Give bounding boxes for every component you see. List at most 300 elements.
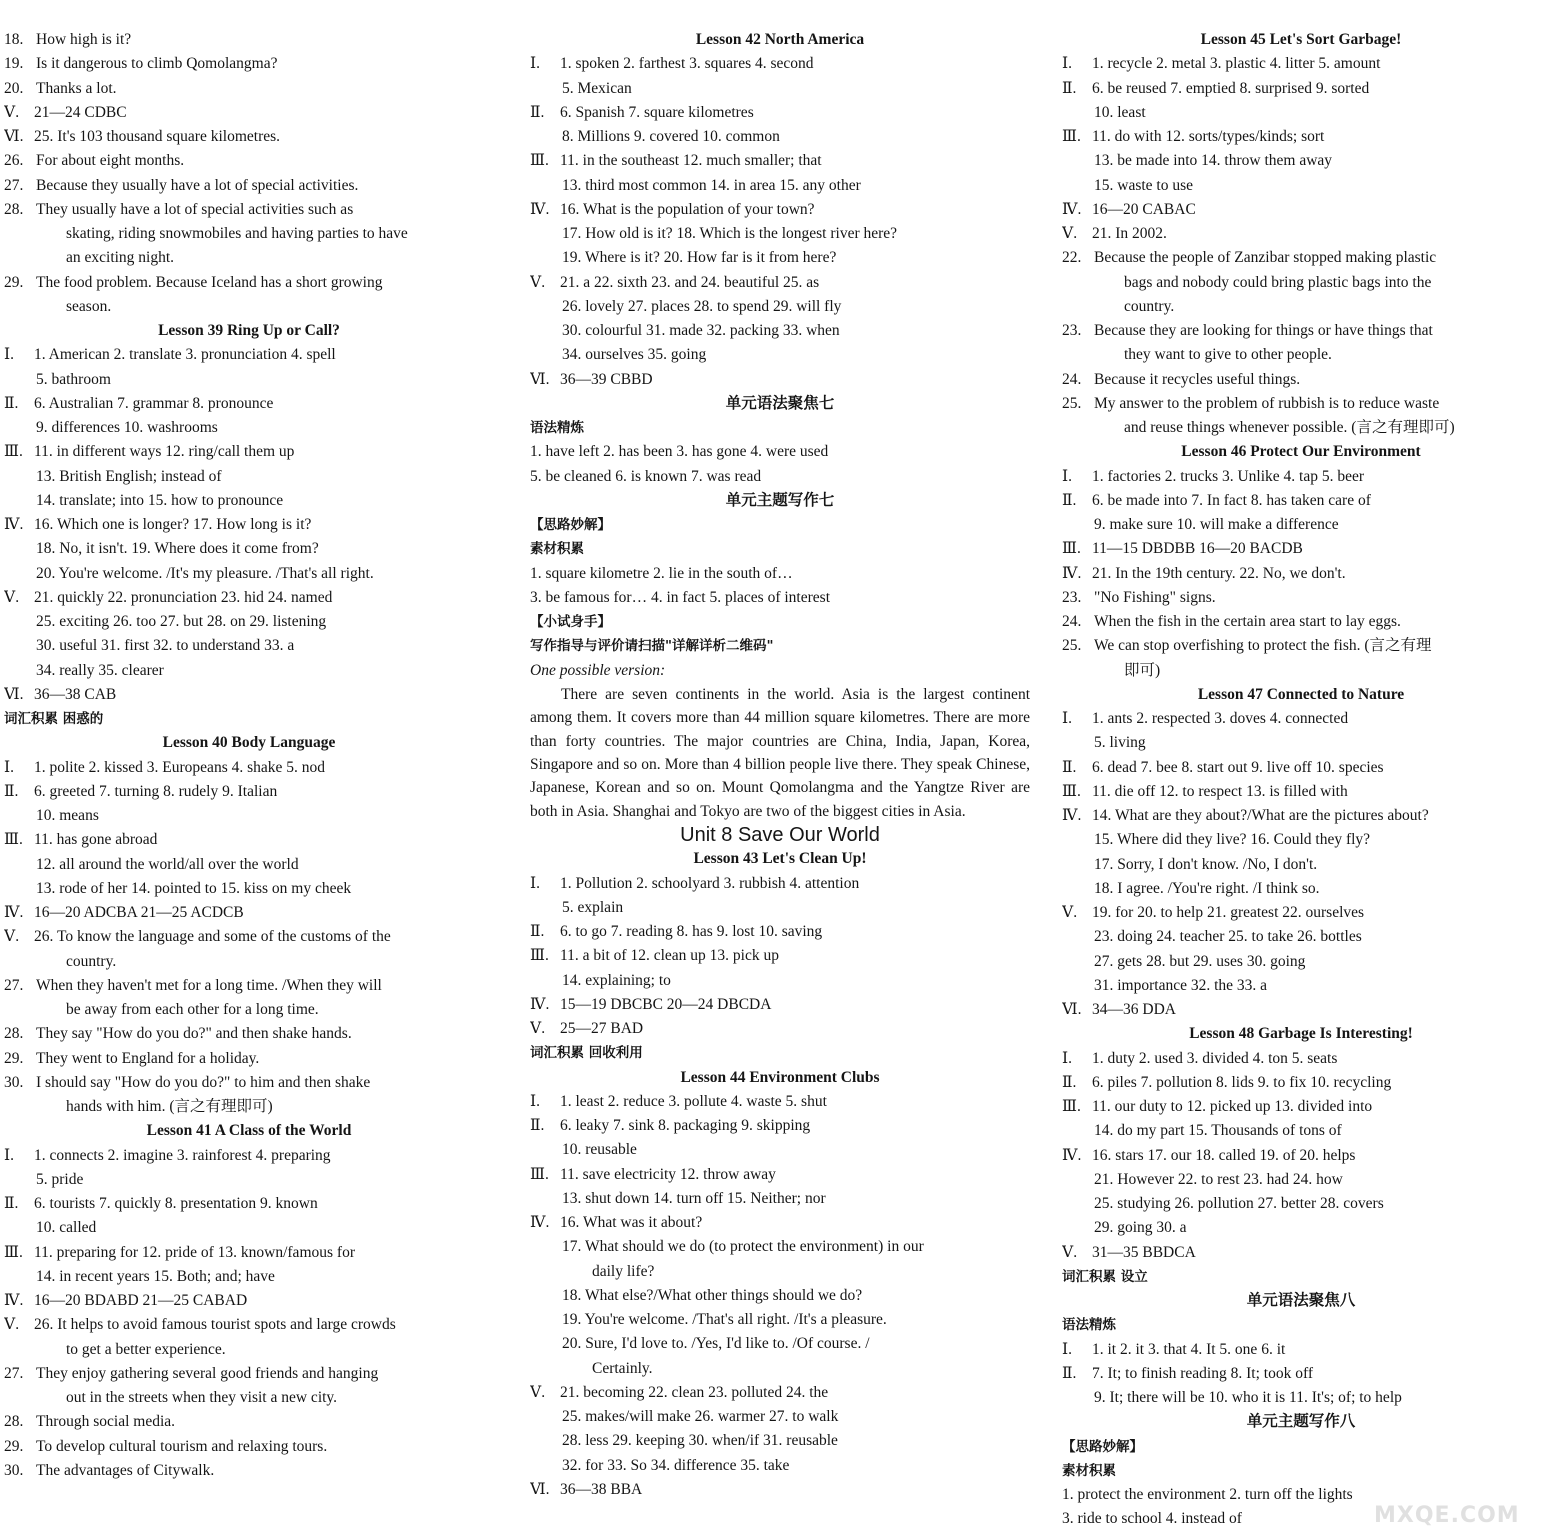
answer-text: 【思路妙解】 bbox=[1062, 1438, 1143, 1455]
item-number: 29. bbox=[4, 273, 24, 291]
item-number: 19. bbox=[4, 55, 24, 73]
answer-line bbox=[1062, 1216, 1540, 1240]
answer-text: 15. Where did they live? 16. Could they fly? bbox=[1094, 831, 1371, 849]
answer-text: 21. However 22. to rest 23. had 24. how bbox=[1094, 1170, 1343, 1188]
answer-line bbox=[4, 1289, 494, 1313]
answer-line bbox=[1062, 368, 1540, 392]
answer-text: 16. What is the population of your town? bbox=[560, 200, 815, 218]
section-tag bbox=[530, 537, 1030, 561]
answer-line bbox=[4, 1022, 494, 1046]
answer-line bbox=[1062, 489, 1540, 513]
item-number: Ⅳ. bbox=[4, 516, 24, 533]
answer-line bbox=[1062, 1168, 1540, 1192]
answer-text: 1. recycle 2. metal 3. plastic 4. litter 5. amount bbox=[1092, 55, 1381, 73]
answer-text: 21—24 CDBC bbox=[34, 103, 127, 121]
answer-line bbox=[1062, 295, 1540, 319]
answer-line bbox=[4, 28, 494, 52]
answer-line bbox=[530, 125, 1030, 149]
answer-text: 17. Sorry, I don't know. /No, I don't. bbox=[1094, 855, 1318, 873]
item-number: Ⅱ. bbox=[1062, 491, 1077, 509]
item-number: Ⅴ. bbox=[4, 928, 20, 946]
lesson-heading: Lesson 41 A Class of the World bbox=[146, 1122, 352, 1140]
answer-text: 13. shut down 14. turn off 15. Neither; nor bbox=[562, 1189, 826, 1207]
answer-line bbox=[1062, 1144, 1540, 1168]
answer-text: "No Fishing" signs. bbox=[1094, 588, 1216, 606]
answer-line bbox=[1062, 198, 1540, 222]
answer-line bbox=[4, 1095, 494, 1119]
answer-line bbox=[4, 756, 494, 780]
answer-line bbox=[4, 1192, 494, 1216]
answer-text: 11. preparing for 12. pride of 13. known/famous for bbox=[34, 1243, 355, 1261]
item-number: 18. bbox=[4, 31, 24, 48]
answer-text: 34. ourselves 35. going bbox=[562, 346, 707, 364]
answer-text: 11. our duty to 12. picked up 13. divided into bbox=[1092, 1098, 1373, 1115]
answer-line bbox=[530, 659, 1030, 683]
answer-text: 26. To know the language and some of the customs of the bbox=[34, 928, 391, 946]
answer-text: 素材积累 bbox=[530, 541, 584, 558]
answer-line bbox=[4, 998, 494, 1022]
lesson-heading: Lesson 39 Ring Up or Call? bbox=[158, 322, 340, 339]
answer-line bbox=[4, 1338, 494, 1362]
answer-line bbox=[4, 925, 494, 949]
answer-line bbox=[530, 896, 1030, 920]
answer-text: 17. What should we do (to protect the environment) in our bbox=[562, 1238, 924, 1256]
item-number: Ⅴ. bbox=[4, 103, 20, 121]
item-number: Ⅳ. bbox=[1062, 564, 1082, 582]
answer-line bbox=[4, 901, 494, 925]
answer-text: and reuse things whenever possible. (言之有理即可) bbox=[1124, 419, 1455, 436]
lesson-heading: 单元语法聚焦七 bbox=[725, 394, 835, 412]
answer-line bbox=[530, 969, 1030, 993]
answer-text: Because the people of Zanzibar stopped making plastic bbox=[1094, 249, 1437, 267]
answer-text: My answer to the problem of rubbish is to reduce waste bbox=[1094, 394, 1440, 412]
answer-line bbox=[1062, 707, 1540, 731]
answer-text: 【小试身手】 bbox=[530, 614, 611, 630]
item-number: Ⅱ. bbox=[4, 1195, 19, 1212]
lesson-42-section bbox=[530, 28, 1030, 683]
item-number: Ⅲ. bbox=[1062, 128, 1081, 145]
answer-line bbox=[530, 271, 1030, 295]
answer-text: The advantages of Citywalk. bbox=[36, 1461, 215, 1479]
item-number: 23. bbox=[1062, 322, 1082, 339]
answer-text: They usually have a lot of special activities such as bbox=[36, 200, 354, 218]
answer-text: 6. piles 7. pollution 8. lids 9. to fix 10. recycling bbox=[1092, 1073, 1392, 1091]
answer-text: The food problem. Because Iceland has a short growing bbox=[36, 273, 383, 291]
item-number: Ⅰ. bbox=[530, 55, 540, 73]
answer-line bbox=[530, 343, 1030, 367]
item-number: 20. bbox=[4, 79, 24, 97]
answer-text: 16—20 BDABD 21—25 CABAD bbox=[34, 1292, 248, 1309]
answer-text: 6. be made into 7. In fact 8. has taken care of bbox=[1092, 491, 1371, 509]
answer-text: 19. for 20. to help 21. greatest 22. ourselves bbox=[1092, 904, 1365, 921]
answer-text: 1. Pollution 2. schoolyard 3. rubbish 4. attention bbox=[560, 874, 860, 892]
answer-line bbox=[530, 77, 1030, 101]
answer-text: 1. American 2. translate 3. pronunciation 4. spell bbox=[34, 346, 336, 364]
answer-text: 9. make sure 10. will make a difference bbox=[1094, 516, 1339, 533]
answer-text: 11. die off 12. to respect 13. is filled with bbox=[1092, 782, 1348, 800]
item-number: 25. bbox=[1062, 637, 1082, 655]
item-number: 30. bbox=[4, 1073, 24, 1091]
answer-text: 19. Where is it? 20. How far is it from here? bbox=[562, 249, 837, 267]
answer-line bbox=[1062, 1338, 1540, 1362]
lesson-heading: 单元主题写作八 bbox=[1246, 1413, 1356, 1431]
answer-text: 16. Which one is longer? 17. How long is it? bbox=[34, 516, 312, 533]
section-tag bbox=[530, 610, 1030, 634]
answer-line bbox=[4, 1313, 494, 1337]
item-number: 27. bbox=[4, 176, 24, 194]
answer-text: 29. going 30. a bbox=[1094, 1219, 1187, 1237]
answer-text: 19. You're welcome. /That's all right. /It's a pleasure. bbox=[562, 1311, 887, 1329]
item-number: 25. bbox=[1062, 394, 1082, 412]
answer-text: 11. save electricity 12. throw away bbox=[560, 1165, 776, 1183]
answer-line bbox=[1062, 756, 1540, 780]
answer-line bbox=[4, 489, 494, 513]
answer-line bbox=[530, 1478, 1030, 1502]
answer-line bbox=[4, 125, 494, 149]
answer-text: Is it dangerous to climb Qomolangma? bbox=[36, 55, 278, 73]
item-number: Ⅴ. bbox=[530, 1020, 546, 1038]
answer-text: 11. has gone abroad bbox=[34, 831, 158, 849]
answer-line bbox=[1062, 804, 1540, 828]
answer-text: 5. living bbox=[1094, 734, 1146, 752]
answer-line bbox=[4, 1265, 494, 1289]
item-number: 29. bbox=[4, 1437, 24, 1455]
answer-text: 10. called bbox=[36, 1219, 97, 1237]
answer-line bbox=[4, 416, 494, 440]
answer-text: 词汇积累 回收利用 bbox=[530, 1045, 643, 1062]
answer-text: They enjoy gathering several good friends and hanging bbox=[36, 1364, 379, 1382]
answer-line bbox=[1062, 271, 1540, 295]
answer-line bbox=[4, 440, 494, 464]
answer-text: 1. have left 2. has been 3. has gone 4. were used bbox=[530, 443, 829, 461]
answer-line bbox=[1062, 586, 1540, 610]
answer-text: 素材积累 bbox=[1062, 1462, 1116, 1479]
answer-line bbox=[4, 222, 494, 246]
answer-line bbox=[1062, 416, 1540, 440]
answer-text: 8. Millions 9. covered 10. common bbox=[562, 128, 780, 145]
item-number: Ⅳ. bbox=[1062, 200, 1082, 218]
answer-text: To develop cultural tourism and relaxing tours. bbox=[36, 1437, 328, 1455]
item-number: Ⅲ. bbox=[530, 947, 549, 965]
section-tag bbox=[1062, 1265, 1540, 1289]
item-number: Ⅳ. bbox=[530, 1214, 550, 1232]
answer-text: 3. be famous for… 4. in fact 5. places of interest bbox=[530, 588, 831, 606]
answer-line bbox=[4, 1168, 494, 1192]
answer-line bbox=[4, 1144, 494, 1168]
answer-line bbox=[1062, 1386, 1540, 1410]
answer-text: They say "How do you do?" and then shake hands. bbox=[36, 1025, 352, 1043]
answer-line bbox=[4, 1386, 494, 1410]
item-number: Ⅲ. bbox=[1062, 540, 1081, 558]
item-number: Ⅱ. bbox=[1062, 758, 1077, 776]
answer-text: Thanks a lot. bbox=[36, 79, 117, 97]
item-number: Ⅴ. bbox=[530, 273, 546, 291]
answer-text: 6. Australian 7. grammar 8. pronounce bbox=[34, 394, 274, 412]
answer-text: 11. a bit of 12. clean up 13. pick up bbox=[560, 947, 779, 965]
answer-line bbox=[530, 1138, 1030, 1162]
answer-line bbox=[4, 877, 494, 901]
answer-text: 25. exciting 26. too 27. but 28. on 29. listening bbox=[36, 613, 327, 630]
answer-text: Because it recycles useful things. bbox=[1094, 370, 1301, 388]
answer-line bbox=[1062, 950, 1540, 974]
item-number: 27. bbox=[4, 976, 24, 994]
item-number: Ⅴ. bbox=[1062, 1243, 1078, 1261]
item-number: Ⅳ. bbox=[4, 1292, 24, 1309]
answer-text: 3. ride to school 4. instead of bbox=[1062, 1510, 1242, 1528]
answer-line bbox=[1062, 101, 1540, 125]
answer-line bbox=[530, 1357, 1030, 1381]
answer-text: 14. What are they about?/What are the pictures about? bbox=[1092, 807, 1429, 824]
answer-line bbox=[530, 872, 1030, 896]
answer-text: 27. gets 28. but 29. uses 30. going bbox=[1094, 952, 1306, 970]
answer-line bbox=[1062, 1071, 1540, 1095]
answer-line bbox=[530, 368, 1030, 392]
answer-line bbox=[4, 52, 494, 76]
answer-text: 13. British English; instead of bbox=[36, 467, 222, 485]
answer-text: out in the streets when they visit a new city. bbox=[66, 1389, 338, 1406]
item-number: 24. bbox=[1062, 370, 1082, 388]
item-number: Ⅱ. bbox=[530, 923, 545, 941]
item-number: Ⅲ. bbox=[4, 1243, 23, 1261]
answer-text: We can stop overfishing to protect the fish. (言之有理 bbox=[1094, 637, 1432, 655]
item-number: Ⅲ. bbox=[4, 443, 23, 461]
answer-text: When the fish in the certain area start to lay eggs. bbox=[1094, 613, 1401, 630]
answer-text: 23. doing 24. teacher 25. to take 26. bottles bbox=[1094, 928, 1362, 946]
lesson-heading: Lesson 45 Let's Sort Garbage! bbox=[1200, 31, 1402, 48]
item-number: Ⅱ. bbox=[530, 1117, 545, 1135]
answer-text: an exciting night. bbox=[66, 249, 175, 267]
answer-line bbox=[4, 198, 494, 222]
answer-line bbox=[1062, 877, 1540, 901]
answer-text: country. bbox=[66, 952, 117, 970]
item-number: Ⅱ. bbox=[530, 103, 545, 121]
answer-text: 25. It's 103 thousand square kilometres. bbox=[34, 128, 281, 145]
answer-line bbox=[530, 174, 1030, 198]
answer-text: 30. useful 31. first 32. to understand 33. a bbox=[36, 637, 295, 655]
answer-text: 1. polite 2. kissed 3. Europeans 4. shake 5. nod bbox=[34, 758, 326, 776]
answer-line bbox=[1062, 174, 1540, 198]
answer-line bbox=[1062, 125, 1540, 149]
answer-line bbox=[4, 271, 494, 295]
answer-text: 1. least 2. reduce 3. pollute 4. waste 5. shut bbox=[560, 1092, 827, 1110]
answer-line bbox=[530, 319, 1030, 343]
answer-text: 36—38 CAB bbox=[34, 685, 117, 703]
item-number: 23. bbox=[1062, 588, 1082, 606]
answer-text: 11—15 DBDBB 16—20 BACDB bbox=[1092, 540, 1303, 558]
answer-line bbox=[530, 586, 1030, 610]
answer-line bbox=[1062, 465, 1540, 489]
item-number: Ⅴ. bbox=[4, 588, 20, 606]
answer-line bbox=[4, 465, 494, 489]
answer-line bbox=[1062, 780, 1540, 804]
answer-line bbox=[4, 950, 494, 974]
answer-line bbox=[4, 562, 494, 586]
answer-text: Because they are looking for things or have things that bbox=[1094, 322, 1433, 339]
lesson-heading: Lesson 44 Environment Clubs bbox=[680, 1068, 880, 1086]
answer-text: 11. in the southeast 12. much smaller; that bbox=[560, 152, 822, 170]
answer-text: 25—27 BAD bbox=[560, 1020, 644, 1038]
item-number: Ⅰ. bbox=[1062, 1049, 1072, 1067]
answer-text: season. bbox=[66, 297, 112, 315]
answer-line bbox=[4, 853, 494, 877]
answer-text: 28. less 29. keeping 30. when/if 31. reusable bbox=[562, 1432, 838, 1450]
answer-line bbox=[530, 944, 1030, 968]
answer-line bbox=[1062, 319, 1540, 343]
answer-text: They went to England for a holiday. bbox=[36, 1049, 260, 1067]
item-number: Ⅴ. bbox=[1062, 225, 1078, 242]
answer-line bbox=[1062, 1119, 1540, 1143]
answer-line bbox=[1062, 998, 1540, 1022]
answer-text: 语法精炼 bbox=[1062, 1317, 1116, 1334]
answer-text: 21. quickly 22. pronunciation 23. hid 24. named bbox=[34, 588, 333, 606]
answer-line bbox=[4, 368, 494, 392]
answer-line bbox=[530, 149, 1030, 173]
answer-line bbox=[4, 610, 494, 634]
answer-text: 14. explaining; to bbox=[562, 971, 671, 989]
answer-text: 21. becoming 22. clean 23. polluted 24. the bbox=[560, 1383, 829, 1401]
answer-text: 14. in recent years 15. Both; and; have bbox=[36, 1267, 275, 1285]
answer-line bbox=[530, 246, 1030, 270]
answer-text: 5. explain bbox=[562, 898, 624, 916]
answer-text: Through social media. bbox=[36, 1413, 176, 1431]
answer-text: 34—36 DDA bbox=[1092, 1001, 1176, 1018]
item-number: Ⅱ. bbox=[4, 782, 19, 800]
item-number: Ⅰ. bbox=[1062, 467, 1072, 485]
answer-text: 5. be cleaned 6. is known 7. was read bbox=[530, 467, 762, 485]
answer-line bbox=[530, 1308, 1030, 1332]
answer-text: 20. You're welcome. /It's my pleasure. /That's all right. bbox=[36, 564, 374, 582]
item-number: Ⅰ. bbox=[1062, 55, 1072, 73]
answer-text: 词汇积累 困惑的 bbox=[4, 711, 104, 727]
answer-line bbox=[1062, 222, 1540, 246]
item-number: Ⅵ. bbox=[530, 370, 550, 388]
answer-text: 1. factories 2. trucks 3. Unlike 4. tap 5. beer bbox=[1092, 467, 1365, 485]
item-number: 28. bbox=[4, 1413, 24, 1431]
answer-text: 11. do with 12. sorts/types/kinds; sort bbox=[1092, 128, 1325, 145]
answer-line bbox=[1062, 828, 1540, 852]
item-number: Ⅵ. bbox=[4, 685, 24, 703]
answer-text: daily life? bbox=[592, 1262, 655, 1280]
answer-text: 21. In the 19th century. 22. No, we don't. bbox=[1092, 564, 1346, 582]
answer-line bbox=[4, 828, 494, 852]
item-number: Ⅲ. bbox=[4, 831, 23, 849]
answer-text: 9. It; there will be 10. who it is 11. It's; of; to help bbox=[1094, 1389, 1402, 1406]
answer-line bbox=[4, 149, 494, 173]
answer-text: hands with him. (言之有理即可) bbox=[66, 1098, 273, 1115]
answer-line bbox=[530, 1332, 1030, 1356]
answer-line bbox=[530, 1187, 1030, 1211]
answer-line bbox=[1062, 1362, 1540, 1386]
item-number: Ⅱ. bbox=[1062, 79, 1077, 97]
answer-text: 13. be made into 14. throw them away bbox=[1094, 152, 1333, 170]
answer-text: 即可) bbox=[1124, 661, 1161, 679]
answer-line bbox=[530, 993, 1030, 1017]
answer-line bbox=[4, 1410, 494, 1434]
unit-8-section bbox=[530, 823, 1030, 1502]
answer-text: I should say "How do you do?" to him and then shake bbox=[36, 1073, 371, 1091]
answer-text: 26. lovely 27. places 28. to spend 29. will fly bbox=[562, 297, 842, 315]
answer-line bbox=[4, 295, 494, 319]
answer-line bbox=[530, 440, 1030, 464]
answer-text: 30. colourful 31. made 32. packing 33. when bbox=[562, 322, 840, 339]
answer-line bbox=[530, 1454, 1030, 1478]
answer-text: 16—20 ADCBA 21—25 ACDCB bbox=[34, 904, 244, 921]
answer-line bbox=[4, 1241, 494, 1265]
answer-line bbox=[1062, 149, 1540, 173]
answer-line bbox=[1062, 659, 1540, 683]
answer-text: 32. for 33. So 34. difference 35. take bbox=[562, 1456, 790, 1474]
item-number: Ⅰ. bbox=[530, 874, 540, 892]
answer-text: How high is it? bbox=[36, 31, 132, 48]
answer-line bbox=[4, 174, 494, 198]
answer-line bbox=[1062, 1241, 1540, 1265]
item-number: Ⅵ. bbox=[530, 1480, 550, 1498]
answer-text: 10. reusable bbox=[562, 1141, 637, 1159]
item-number: Ⅳ. bbox=[530, 995, 550, 1013]
answer-text: 14. do my part 15. Thousands of tons of bbox=[1094, 1122, 1342, 1140]
answer-column-1 bbox=[4, 28, 494, 1483]
answer-line bbox=[1062, 513, 1540, 537]
answer-line bbox=[1062, 731, 1540, 755]
answer-line bbox=[4, 537, 494, 561]
section-tag bbox=[1062, 1435, 1540, 1459]
watermark-text: MXQE.COM bbox=[1374, 1503, 1520, 1528]
answer-line bbox=[1062, 1192, 1540, 1216]
answer-text: be away from each other for a long time. bbox=[66, 1001, 319, 1018]
answer-line bbox=[530, 1284, 1030, 1308]
answer-text: 31—35 BBDCA bbox=[1092, 1243, 1196, 1261]
answer-text: 11. in different ways 12. ring/call them up bbox=[34, 443, 295, 461]
item-number: Ⅴ. bbox=[530, 1383, 546, 1401]
item-number: Ⅰ. bbox=[1062, 710, 1072, 727]
item-number: 30. bbox=[4, 1461, 24, 1479]
item-number: Ⅰ. bbox=[4, 758, 14, 776]
answer-line bbox=[1062, 77, 1540, 101]
answer-text: 34. really 35. clearer bbox=[36, 661, 164, 679]
answer-line bbox=[4, 1362, 494, 1386]
answer-text: 5. pride bbox=[36, 1170, 84, 1188]
answer-text: One possible version: bbox=[530, 661, 666, 679]
answer-text: 1. ants 2. respected 3. doves 4. connected bbox=[1092, 710, 1349, 727]
answer-text: bags and nobody could bring plastic bags into the bbox=[1124, 273, 1432, 291]
answer-text: 语法精炼 bbox=[530, 420, 584, 436]
section-tag bbox=[530, 513, 1030, 537]
answer-text: 1. protect the environment 2. turn off the lights bbox=[1062, 1486, 1353, 1503]
answer-line bbox=[530, 1260, 1030, 1284]
item-number: Ⅰ. bbox=[1062, 1340, 1072, 1358]
section-tag bbox=[530, 634, 1030, 658]
answer-line bbox=[530, 1090, 1030, 1114]
answer-text: 5. Mexican bbox=[562, 79, 632, 97]
item-number: Ⅱ. bbox=[1062, 1364, 1077, 1382]
answer-line bbox=[530, 1405, 1030, 1429]
answer-line bbox=[530, 295, 1030, 319]
lesson-heading: Lesson 43 Let's Clean Up! bbox=[693, 850, 867, 868]
answer-line bbox=[530, 1381, 1030, 1405]
answer-text: 14. translate; into 15. how to pronounce bbox=[36, 491, 284, 509]
answer-column-2 bbox=[530, 28, 1030, 1502]
answer-text: 15. waste to use bbox=[1094, 176, 1194, 194]
section-tag bbox=[4, 707, 494, 731]
answer-text: 16—20 CABAC bbox=[1092, 200, 1196, 218]
answer-line bbox=[530, 198, 1030, 222]
answer-line bbox=[4, 392, 494, 416]
answer-line bbox=[4, 974, 494, 998]
answer-line bbox=[1062, 974, 1540, 998]
lesson-heading: Lesson 47 Connected to Nature bbox=[1197, 685, 1405, 703]
answer-line bbox=[530, 1114, 1030, 1138]
lesson-heading: 单元语法聚焦八 bbox=[1246, 1292, 1356, 1309]
